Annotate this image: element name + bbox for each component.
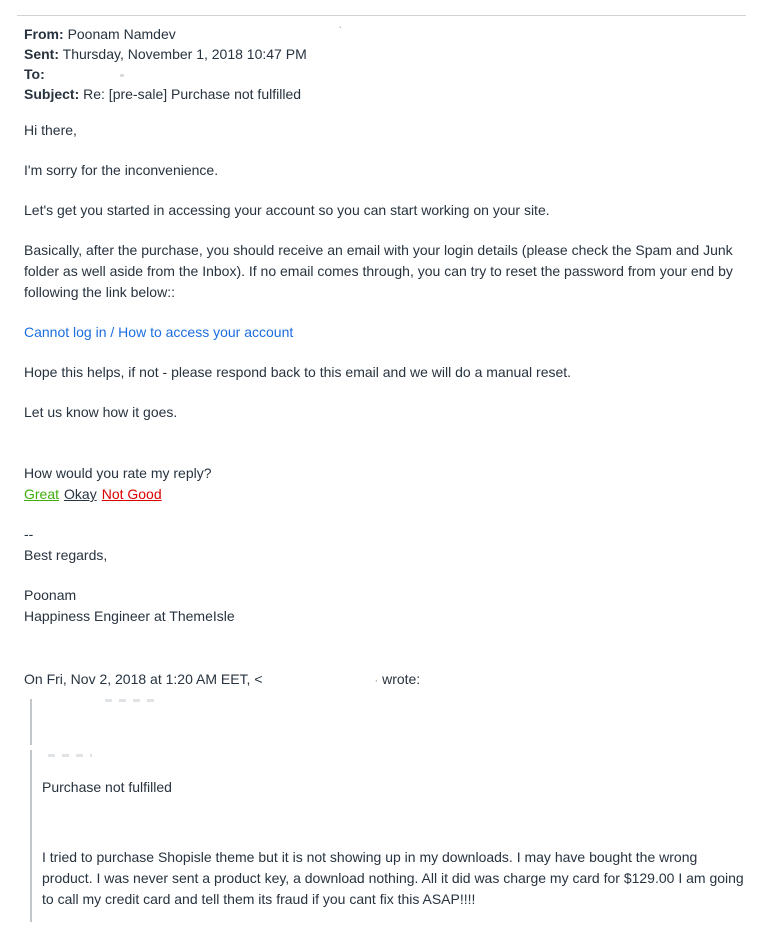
message-meta	[24, 24, 754, 104]
rating-question: How would you rate my reply?	[24, 465, 212, 481]
quoted-subject-text: Purchase not fulfilled	[42, 779, 172, 795]
help-link-line	[24, 322, 754, 343]
meta-sent	[24, 44, 754, 64]
get-started-text: Let's get you started in accessing your account so you can start working on your site.	[24, 202, 550, 218]
quoted-header-redacted-block	[30, 699, 754, 745]
sent-label: Sent:	[24, 46, 59, 62]
let-us-know-text: Let us know how it goes.	[24, 404, 178, 420]
meta-to	[24, 64, 754, 84]
from-value: Poonam Namdev	[67, 26, 176, 42]
rating-okay-link[interactable]: Okay	[64, 486, 97, 502]
quote-attribution-suffix: wrote:	[378, 671, 421, 687]
sent-value: Thursday, November 1, 2018 10:47 PM	[62, 46, 307, 62]
quote-attribution	[24, 669, 754, 692]
signature-role: Happiness Engineer at ThemeIsle	[24, 608, 235, 624]
meta-from	[24, 24, 754, 44]
hope-helps-text: Hope this helps, if not - please respond back to this email and we will do a manual reset.	[24, 364, 572, 380]
meta-subject	[24, 84, 754, 104]
apology-text: I'm sorry for the inconvenience.	[24, 162, 219, 178]
greeting-text: Hi there,	[24, 122, 77, 138]
subject-label: Subject:	[24, 86, 80, 102]
signature-separator: --	[24, 526, 34, 542]
redaction-remnant-mark: `	[337, 25, 343, 38]
redacted-email-address	[263, 674, 375, 684]
cannot-log-in-link[interactable]: Cannot log in / How to access your account	[24, 324, 294, 340]
top-divider	[17, 15, 746, 16]
quote-attribution-prefix: On Fri, Nov 2, 2018 at 1:20 AM EET, <	[24, 671, 263, 687]
redaction-smudge	[105, 699, 157, 702]
signature-name: Poonam	[24, 587, 77, 603]
rating-great-link[interactable]: Great	[24, 486, 60, 502]
email-content	[0, 24, 778, 922]
email-message-view	[0, 15, 778, 935]
signature-regards: Best regards,	[24, 547, 108, 563]
quoted-message-block	[30, 750, 754, 922]
subject-value: Re: [pre-sale] Purchase not fulfilled	[83, 86, 302, 102]
redaction-smudge	[48, 754, 92, 757]
from-label: From:	[24, 26, 64, 42]
to-label: To:	[24, 66, 45, 82]
instructions-text: Basically, after the purchase, you should receive an email with your login details (please check the Spam and Junk folder as well aside from the Inbox). If no email comes through, you can try to reset the password from your end by following the link below::	[24, 242, 733, 300]
quoted-message-text: I tried to purchase Shopisle theme but it is not showing up in my downloads. I may have bought the wrong product. I was never sent a product key, a download nothing. All it did was charge my card for $129.00 I am going to call my credit card and tell them its fraud if you cant fix this ASAP!!!!	[42, 849, 744, 907]
rating-not-good-link[interactable]: Not Good	[101, 486, 162, 502]
redaction-remnant-tick: ·	[374, 675, 379, 687]
redaction-remnant-dot	[120, 74, 124, 77]
rating-links	[24, 484, 754, 505]
